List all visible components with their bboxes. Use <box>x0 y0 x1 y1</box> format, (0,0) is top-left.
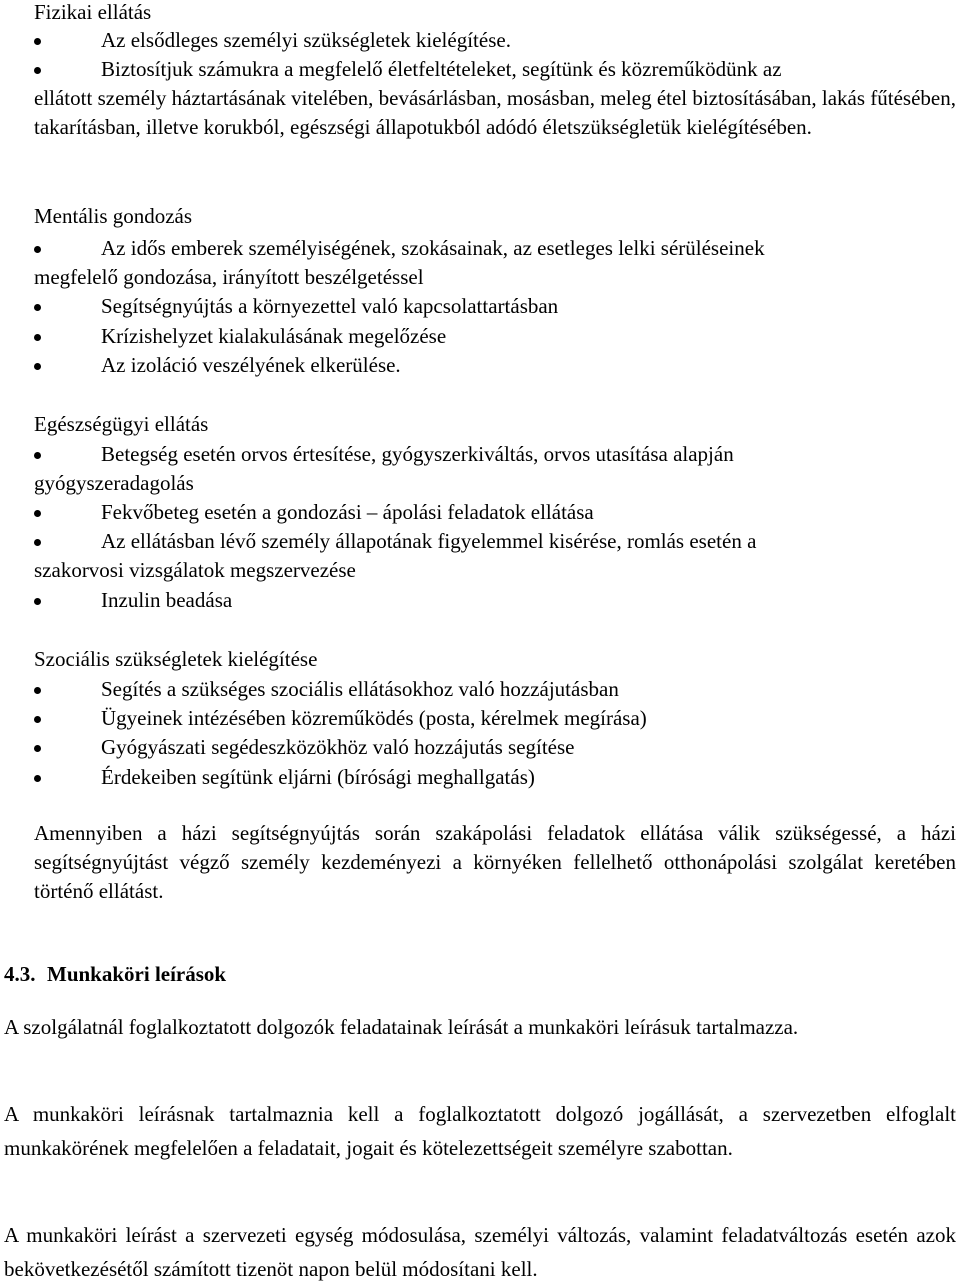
bullet-icon <box>34 334 41 341</box>
list-item-text: Segítés a szükséges szociális ellátásokhoz való hozzájutásban <box>101 677 619 701</box>
list-item <box>34 322 956 351</box>
list-item <box>34 733 956 762</box>
bullet-icon <box>34 598 41 605</box>
list-item <box>34 704 956 733</box>
list-item <box>34 498 956 527</box>
bullet-icon <box>34 363 41 370</box>
bullet-icon <box>34 304 41 311</box>
heading-fizikai: Fizikai ellátás <box>34 0 152 24</box>
list-item-text: Az izoláció veszélyének elkerülése. <box>101 353 401 377</box>
paragraph: A munkaköri leírásnak tartalmaznia kell a foglalkoztatott dolgozó jogállását, a szervezetben elfoglalt munkakörének megfelelően a feladatait, jogait és kötelezettségeit személyre szabottan. <box>4 1102 956 1160</box>
list-item-text: Érdekeiben segítünk eljárni (bírósági meghallgatás) <box>101 765 535 789</box>
list-item-text: Az idős emberek személyiségének, szokásainak, az esetleges lelki sérüléseinek <box>101 236 765 260</box>
list-item <box>34 26 956 55</box>
bullet-icon <box>34 745 41 752</box>
list-item <box>34 55 956 142</box>
list-item <box>34 527 956 585</box>
bullet-icon <box>34 510 41 517</box>
list-item-text: Ügyeinek intézésében közreműködés (posta, kérelmek megírása) <box>101 706 647 730</box>
list-item-continuation: ellátott személy háztartásának vitelében, bevásárlásban, mosásban, meleg étel biztosításában, lakás fűtésében, takarításban, illetve korukból, egészségi állapotukból adódó életszükségletük kielégítésében. <box>34 86 956 139</box>
list-item-text: Krízishelyzet kialakulásának megelőzése <box>101 324 447 348</box>
list-item <box>34 292 956 321</box>
paragraph: A munkaköri leírást a szervezeti egység módosulása, személyi változás, valamint feladatváltozás esetén azok bekövetkezésétől számított tizenöt napon belül módosítani kell. <box>4 1223 956 1281</box>
bullet-icon <box>34 38 41 45</box>
section-title: Munkaköri leírások <box>47 962 227 986</box>
list-item <box>34 234 956 292</box>
list-item-text: Inzulin beadása <box>101 588 233 612</box>
bullet-icon <box>34 246 41 253</box>
list-item-text: Gyógyászati segédeszközökhöz való hozzájutás segítése <box>101 735 575 759</box>
list-item-text: Betegség esetén orvos értesítése, gyógyszerkiváltás, orvos utasítása alapján <box>101 442 734 466</box>
section-number: 4.3. <box>4 962 36 986</box>
list-item-text: Segítségnyújtás a környezettel való kapcsolattartásban <box>101 294 559 318</box>
list-item-continuation: gyógyszeradagolás <box>34 471 194 495</box>
list-item-text: Az elsődleges személyi szükségletek kielégítése. <box>101 28 511 52</box>
bullet-icon <box>34 67 41 74</box>
section-heading <box>4 961 226 987</box>
list-item <box>34 586 956 615</box>
list-item-text: Fekvőbeteg esetén a gondozási – ápolási feladatok ellátása <box>101 500 594 524</box>
list-item-continuation: szakorvosi vizsgálatok megszervezése <box>34 558 356 582</box>
list-item-text: Az ellátásban lévő személy állapotának figyelemmel kisérése, romlás esetén a <box>101 529 757 553</box>
paragraph-amennyiben: Amennyiben a házi segítségnyújtás során szakápolási feladatok ellátása válik szükségessé, a házi segítségnyújtást végző személy kezdeményezi a környéken fellelhető otthonápolási szolgálat keretében történő ellátást. <box>34 821 956 903</box>
list-item <box>34 440 956 498</box>
list-item <box>34 351 956 380</box>
bullet-icon <box>34 775 41 782</box>
bullet-icon <box>34 539 41 546</box>
heading-egeszseg: Egészségügyi ellátás <box>34 412 209 436</box>
list-item-text: Biztosítjuk számukra a megfelelő életfeltételeket, segítünk és közreműködünk az <box>101 57 782 81</box>
list-item-continuation: megfelelő gondozása, irányított beszélgetéssel <box>34 265 424 289</box>
bullet-icon <box>34 687 41 694</box>
paragraph: A szolgálatnál foglalkoztatott dolgozók feladatainak leírását a munkaköri leírásuk tartalmazza. <box>4 1015 799 1039</box>
bullet-icon <box>34 452 41 459</box>
list-item <box>34 763 956 792</box>
bullet-icon <box>34 716 41 723</box>
list-item <box>34 675 956 704</box>
heading-szocialis: Szociális szükségletek kielégítése <box>34 647 318 671</box>
heading-mentalis: Mentális gondozás <box>34 204 193 228</box>
